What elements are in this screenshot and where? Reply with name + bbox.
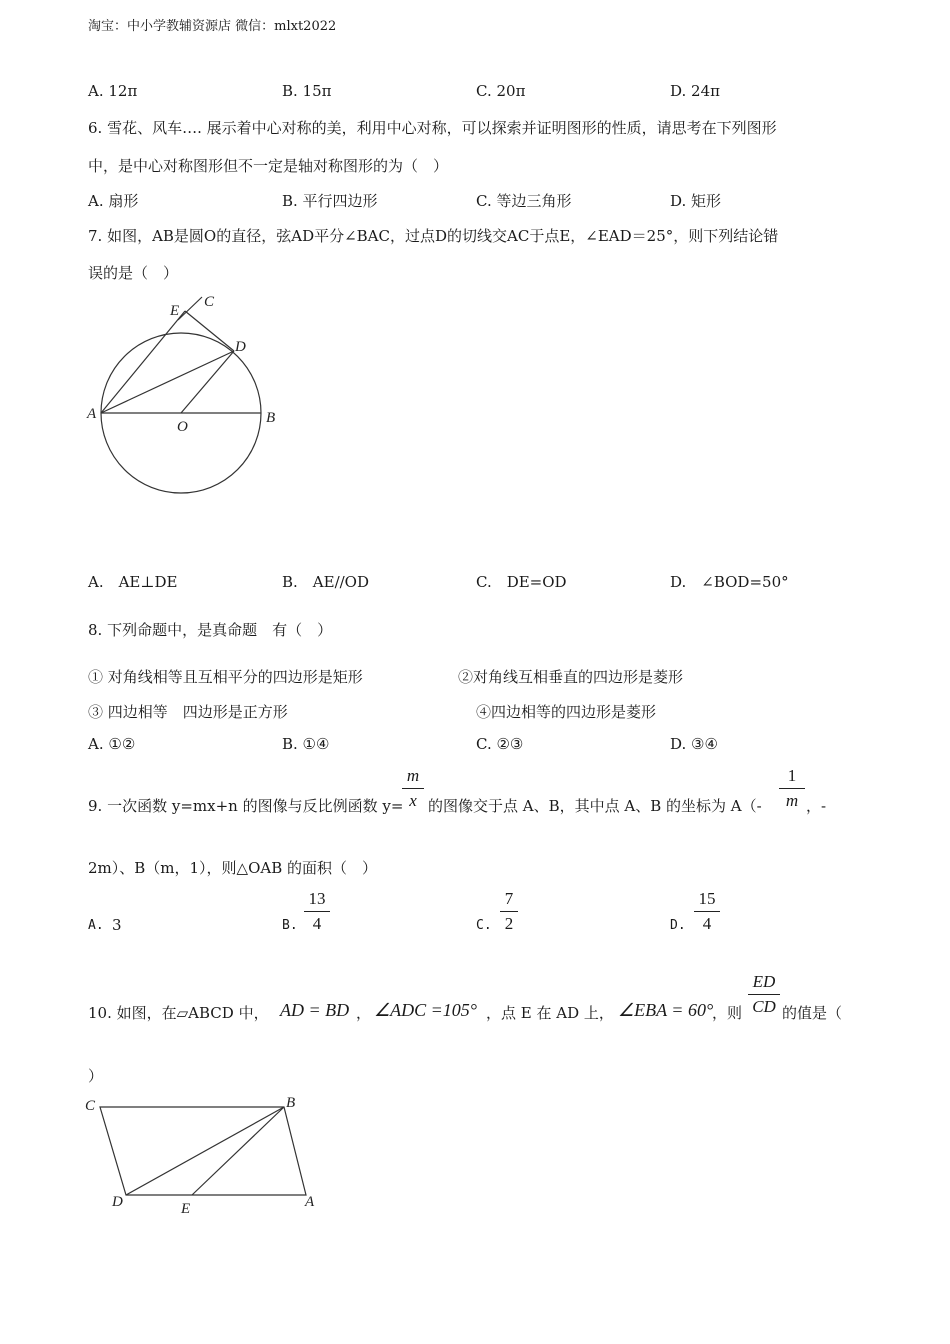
fraction-denominator: m — [785, 791, 799, 810]
q9-fraction-1-over-m — [779, 766, 805, 811]
q6-stem-line2: 中，是中心对称图形但不一定是轴对称图形的为（ ） — [88, 157, 449, 175]
q9-option-d-letter: D. — [670, 918, 686, 933]
q7-stem-line2: 误的是（ ） — [88, 264, 179, 282]
label-d: D — [235, 339, 246, 355]
q8-option-c: C. ②③ — [476, 735, 524, 753]
fraction-numerator: 13 — [308, 889, 326, 908]
label-a: A — [305, 1194, 315, 1210]
q7-option-c: C. DE=OD — [476, 573, 567, 591]
q7-option-b: B. AE//OD — [282, 573, 370, 591]
q5-option-a: A. 12π — [88, 82, 138, 100]
label-b: B — [286, 1095, 296, 1111]
q5-option-c: C. 20π — [476, 82, 526, 100]
q10-stem-part3: ，点 E 在 AD 上， — [486, 1004, 614, 1022]
fraction-numerator: m — [406, 766, 420, 785]
q9-option-b-fraction — [304, 889, 330, 934]
label-e: E — [170, 303, 180, 319]
label-c: C — [204, 294, 215, 310]
q8-option-b: B. ①④ — [282, 735, 330, 753]
q9-fraction-m-over-x — [402, 766, 424, 811]
q10-equation-angle-adc: ∠ADC =105° — [374, 1000, 477, 1020]
fraction-denominator: 4 — [702, 914, 712, 933]
q6-option-b: B. 平行四边形 — [282, 192, 378, 210]
q8-option-a: A. ①② — [88, 735, 136, 753]
fraction-numerator: ED — [752, 972, 776, 991]
tangent-ed — [185, 311, 234, 351]
q8-option-d: D. ③④ — [670, 735, 718, 753]
q9-option-c-fraction — [500, 889, 518, 934]
q10-stem-part2: ， — [356, 1004, 372, 1022]
fraction-numerator: 1 — [787, 766, 797, 785]
q7-stem-line1: 7. 如图，AB是圆O的直径，弦AD平分∠BAC，过点D的切线交AC于点E，∠EAD＝25°，则下列结论错 — [88, 227, 779, 245]
q5-option-d: D. 24π — [670, 82, 720, 100]
q6-option-a: A. 扇形 — [88, 192, 139, 210]
chord-ae — [101, 311, 185, 413]
q6-option-c: C. 等边三角形 — [476, 192, 572, 210]
fraction-denominator: 4 — [312, 914, 322, 933]
fraction-numerator: 15 — [698, 889, 716, 908]
q9-option-a-value: 3 — [112, 916, 122, 934]
q10-equation-ad-bd: AD = BD — [280, 1000, 350, 1020]
q10-equation-angle-eba: ∠EBA = 60° — [618, 1000, 714, 1020]
parallelogram-abcd — [100, 1107, 306, 1195]
fraction-denominator: CD — [752, 997, 776, 1016]
label-b: B — [266, 410, 276, 426]
q6-option-d: D. 矩形 — [670, 192, 722, 210]
q9-option-b-letter: B. — [282, 918, 298, 933]
ray-ec — [178, 297, 202, 320]
q8-stem: 8. 下列命题中，是真命题 有（ ） — [88, 621, 333, 639]
label-a: A — [87, 406, 97, 422]
q10-stem-part1: 10. 如图，在▱ABCD 中， — [88, 1004, 269, 1022]
q9-option-c-letter: C. — [476, 918, 492, 933]
q10-fraction-ed-over-cd — [748, 972, 780, 1017]
label-c: C — [85, 1098, 96, 1114]
q7-option-a: A. AE⊥DE — [88, 573, 178, 591]
q10-parallelogram-figure — [80, 1090, 330, 1220]
label-o: O — [177, 419, 188, 435]
q9-stem-line2: 2m）、B（m，1），则△OAB 的面积（ ） — [88, 859, 378, 877]
q9-stem-part1: 9. 一次函数 y=mx+n 的图像与反比例函数 y= — [88, 797, 404, 815]
q10-stem-part5: 的值是（ — [782, 1004, 843, 1022]
q6-stem-line1: 6. 雪花、风车…. 展示着中心对称的美，利用中心对称，可以探索并证明图形的性质，请思考在下列图形 — [88, 119, 777, 137]
q7-option-d: D. ∠BOD=50° — [670, 573, 789, 591]
fraction-denominator: 2 — [504, 914, 514, 933]
q10-stem-part4: ，则 — [712, 1004, 743, 1022]
q9-option-a-letter: A. — [88, 918, 104, 933]
label-e: E — [181, 1201, 191, 1217]
fraction-denominator: x — [409, 791, 417, 810]
q8-statement-3: ③ 四边相等 四边形是正方形 — [88, 703, 288, 721]
label-d: D — [112, 1194, 123, 1210]
q9-stem-part2: 的图像交于点 A、B，其中点 A、B 的坐标为 A（- — [428, 797, 762, 815]
q5-option-b: B. 15π — [282, 82, 332, 100]
page-header: 淘宝：中小学教辅资源店 微信：mlxt2022 — [88, 19, 337, 34]
q9-option-d-fraction — [694, 889, 720, 934]
fraction-numerator: 7 — [504, 889, 514, 908]
q10-stem-line2: ） — [88, 1067, 104, 1085]
q8-statement-2: ②对角线互相垂直的四边形是菱形 — [458, 668, 684, 686]
q7-circle-figure — [80, 285, 300, 505]
q8-statement-4: ④四边相等的四边形是菱形 — [476, 703, 657, 721]
q8-statement-1: ① 对角线相等且互相平分的四边形是矩形 — [88, 668, 363, 686]
q9-stem-part3: ，- — [806, 797, 827, 815]
segment-od — [181, 351, 234, 413]
